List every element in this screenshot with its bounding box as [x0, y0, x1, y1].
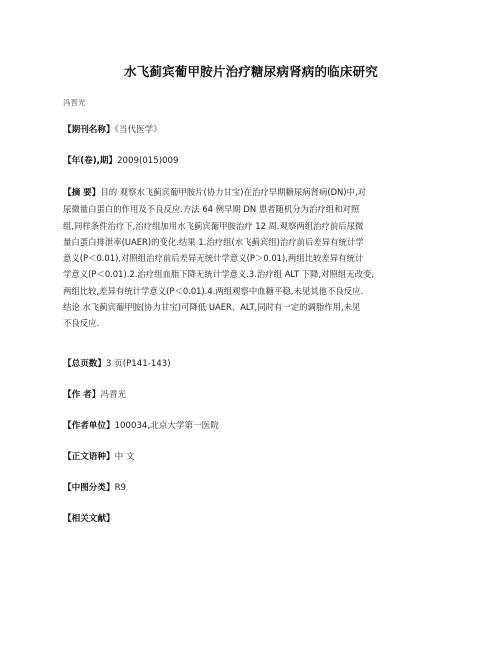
affiliation-value: 100034,北京大学第一医院: [114, 421, 219, 431]
affiliation-field: [63, 418, 219, 434]
abstract-line: 不良反应.: [63, 318, 100, 329]
author-field: [63, 387, 126, 403]
abstract-block: [63, 184, 435, 332]
pages-value: 3 页(P141-143): [105, 359, 171, 369]
author-value: 冯晋光: [100, 390, 127, 400]
abstract-line: 结论 水飞蓟宾葡甲胺(协力甘宝)可降低 UAER、ALT,同时有一定的调脂作用,未见: [63, 302, 361, 313]
year-issue-label: 【年(卷),期】: [63, 156, 118, 166]
pages-label: 【总页数】: [63, 359, 106, 369]
abstract-line: 两组比较,差异有统计学意义(P＜0.01).4.两组观察中血糖平稳,未见其他不良反应.: [63, 285, 364, 296]
document-title: 水飞蓟宾葡甲胺片治疗糖尿病肾病的临床研究: [123, 64, 378, 79]
abstract-line: 学意义(P＜0.01).2.治疗组血脂下降无统计学意义.3.治疗组 ALT 下降,对照组无改变,: [63, 269, 375, 280]
journal-field: [63, 122, 162, 138]
author-byline: 冯晋光: [63, 98, 86, 107]
affiliation-label: 【作者单位】: [63, 421, 115, 431]
journal-label: 【期刊名称】: [63, 125, 115, 135]
pages-field: [63, 356, 171, 372]
abstract-line: 组,同样条件治疗下,治疗组加用水飞蓟宾葡甲胺治疗 12 周.观察两组治疗前后尿微: [63, 220, 364, 231]
clc-value: R9: [114, 483, 127, 493]
year-issue-value: 2009(015)009: [117, 156, 179, 166]
language-label: 【正文语种】: [63, 452, 115, 462]
author-label: 【作 者】: [63, 390, 101, 400]
abstract-label: 【摘 要】: [63, 188, 101, 198]
journal-value: 《当代医学》: [114, 125, 162, 135]
abstract-line: 尿微量白蛋白的作用及不良反应.方法 64 例早期 DN 患者随机分为治疗组和对照: [63, 204, 360, 215]
clc-label: 【中图分类】: [63, 483, 115, 493]
clc-field: [63, 480, 126, 496]
abstract-text: 目的 观察水飞蓟宾葡甲胺片(协力甘宝)在治疗早期糖尿病肾病(DN)中,对: [100, 187, 366, 197]
language-field: [63, 449, 135, 465]
abstract-line: [63, 184, 435, 201]
abstract-line: 量白蛋白排泄率(UAER)的变化.结果 1.治疗组(水飞蓟宾组)治疗前后差异有统计学: [63, 236, 364, 247]
year-issue-field: [63, 153, 178, 169]
related-label: 【相关文献】: [63, 514, 115, 524]
abstract-line: 意义(P＜0.01),对照组治疗前后差异无统计学意义(P＞0.01),两组比较差异有统计: [63, 253, 364, 264]
related-field: [63, 511, 115, 527]
language-value: 中 文: [114, 452, 135, 462]
